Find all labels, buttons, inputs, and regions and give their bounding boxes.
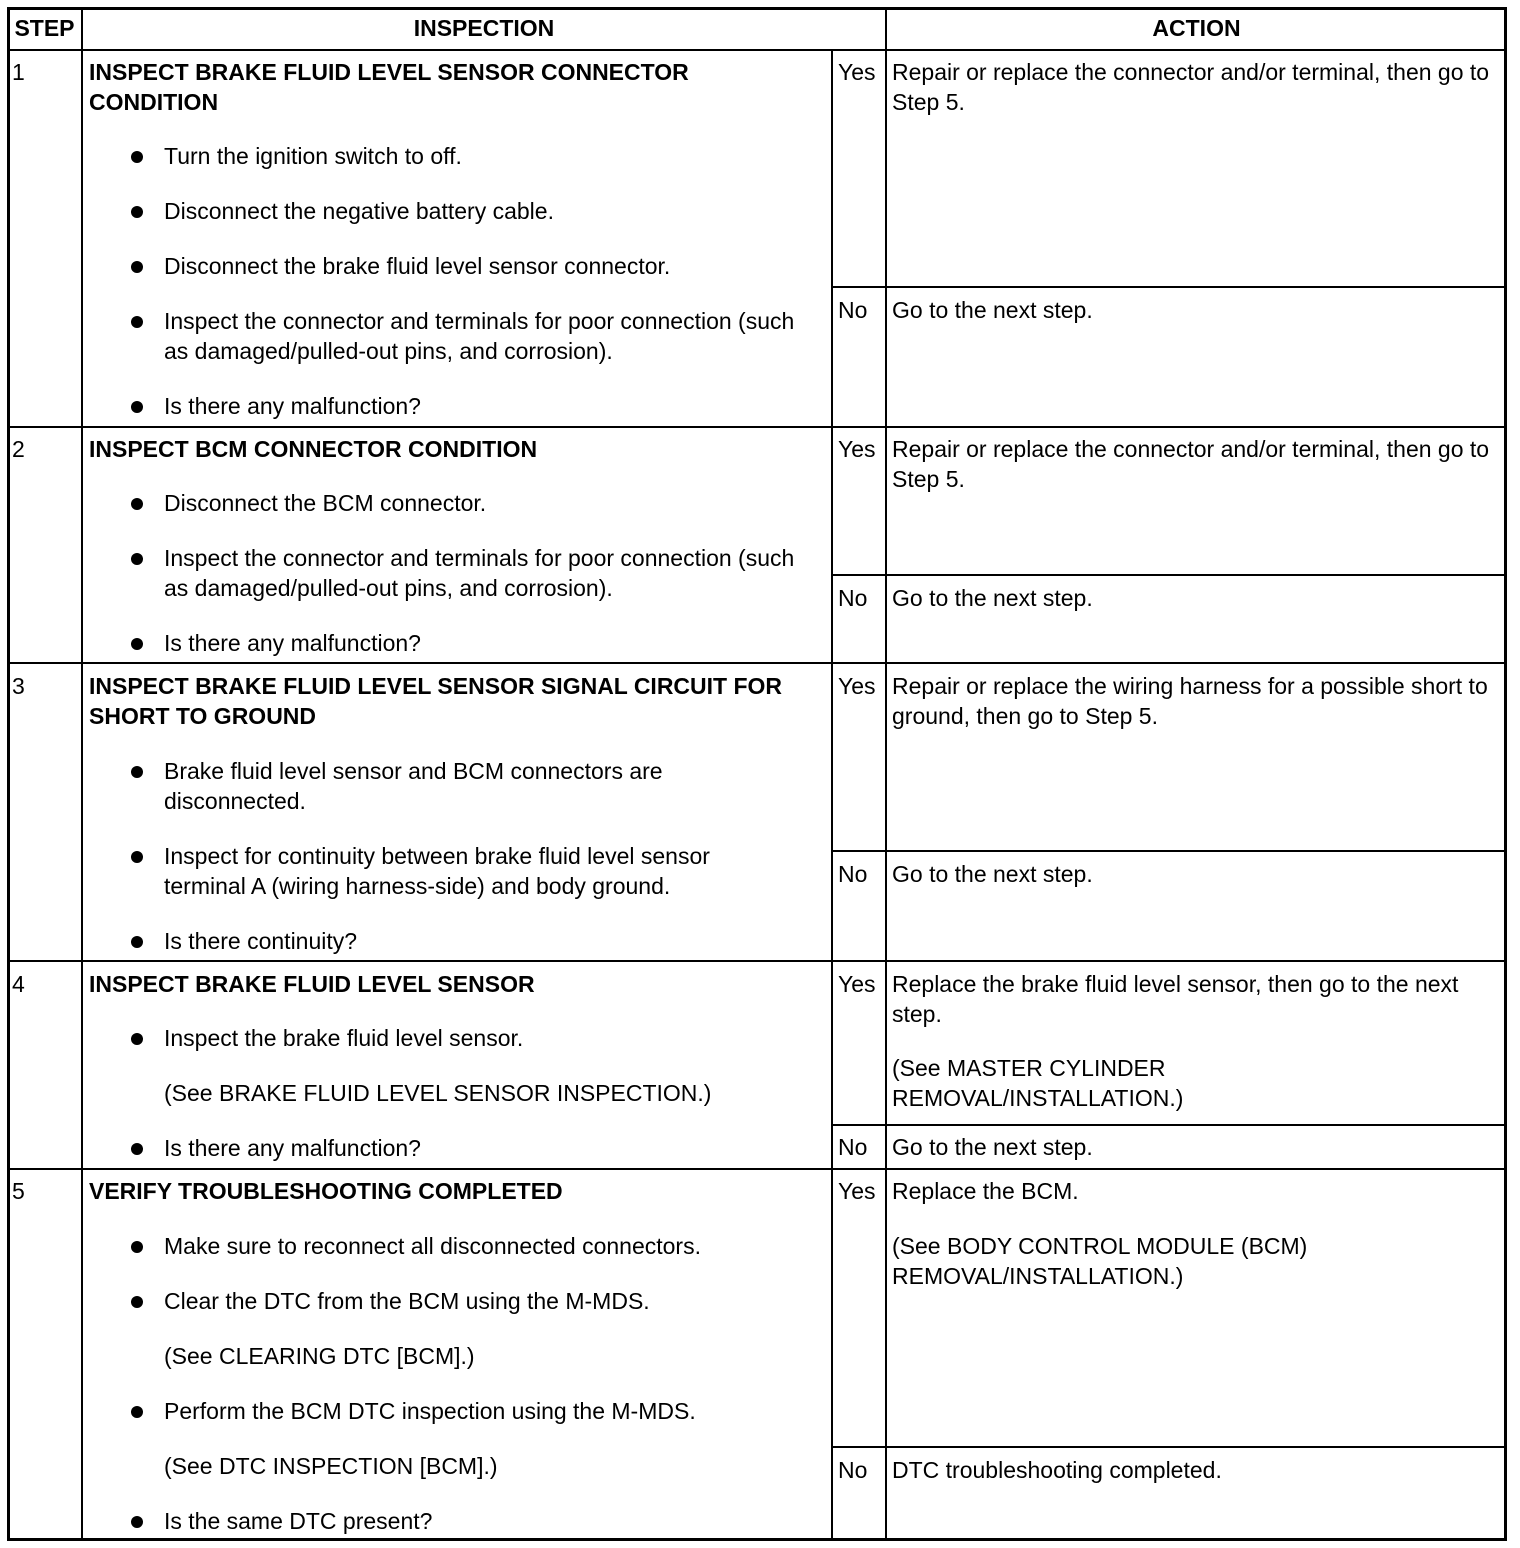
header-action: ACTION xyxy=(1152,15,1241,41)
list-item: Is there any malfunction? xyxy=(164,393,421,419)
reference-note: (See CLEARING DTC [BCM].) xyxy=(164,1343,475,1369)
step-title: INSPECT BRAKE FLUID LEVEL SENSOR CONNECTOR CONDITION xyxy=(89,59,689,115)
step-title: INSPECT BRAKE FLUID LEVEL SENSOR xyxy=(89,971,535,997)
list-item: Clear the DTC from the BCM using the M-MDS. xyxy=(164,1288,650,1314)
yes-action: Repair or replace the wiring harness for a possible short to ground, then go to Step 5. xyxy=(892,673,1488,729)
list-item: Disconnect the brake fluid level sensor connector. xyxy=(164,253,671,279)
no-action: Go to the next step. xyxy=(892,861,1093,887)
reference-note: (See DTC INSPECTION [BCM].) xyxy=(164,1453,498,1479)
list-item: Inspect the brake fluid level sensor. xyxy=(164,1025,524,1051)
no-label: No xyxy=(838,1134,868,1160)
yes-label: Yes xyxy=(838,673,876,699)
list-item: Disconnect the negative battery cable. xyxy=(164,198,554,224)
step-title: VERIFY TROUBLESHOOTING COMPLETED xyxy=(89,1178,563,1204)
list-item: Is the same DTC present? xyxy=(164,1508,433,1534)
yes-label: Yes xyxy=(838,971,876,997)
yes-reference: (See BODY CONTROL MODULE (BCM) REMOVAL/INSTALLATION.) xyxy=(892,1233,1308,1289)
list-item: Is there any malfunction? xyxy=(164,630,421,656)
step-number: 1 xyxy=(12,59,25,85)
yes-label: Yes xyxy=(838,436,876,462)
list-item: Perform the BCM DTC inspection using the M-MDS. xyxy=(164,1398,696,1424)
yes-label: Yes xyxy=(838,1178,876,1204)
list-item: Make sure to reconnect all disconnected connectors. xyxy=(164,1233,701,1259)
yes-action: Repair or replace the connector and/or terminal, then go to Step 5. xyxy=(892,59,1490,115)
yes-action: Replace the BCM. xyxy=(892,1178,1079,1204)
step-number: 2 xyxy=(12,436,25,462)
yes-reference: (See MASTER CYLINDER REMOVAL/INSTALLATION.) xyxy=(892,1055,1184,1111)
list-item: Disconnect the BCM connector. xyxy=(164,490,487,516)
list-item: Is there any malfunction? xyxy=(164,1135,421,1161)
header-inspection: INSPECTION xyxy=(413,15,555,41)
no-label: No xyxy=(838,861,868,887)
yes-action: Replace the brake fluid level sensor, then go to the next step. xyxy=(892,971,1459,1027)
yes-action: Repair or replace the connector and/or terminal, then go to Step 5. xyxy=(892,436,1490,492)
no-action: DTC troubleshooting completed. xyxy=(892,1457,1222,1483)
no-label: No xyxy=(838,1457,868,1483)
no-action: Go to the next step. xyxy=(892,585,1093,611)
list-item: Inspect for continuity between brake fluid level sensor terminal A (wiring harness-side) and body ground. xyxy=(164,841,784,901)
yes-label: Yes xyxy=(838,59,876,85)
header-step: STEP xyxy=(14,15,75,41)
list-item: Is there continuity? xyxy=(164,928,358,954)
list-item: Inspect the connector and terminals for poor connection (such as damaged/pulled-out pins, and corrosion). xyxy=(164,543,804,603)
troubleshooting-table xyxy=(7,7,1507,1541)
list-item: Inspect the connector and terminals for poor connection (such as damaged/pulled-out pins, and corrosion). xyxy=(164,306,804,366)
step-number: 3 xyxy=(12,673,25,699)
step-number: 4 xyxy=(12,971,25,997)
step-number: 5 xyxy=(12,1178,25,1204)
no-label: No xyxy=(838,585,868,611)
step-title: INSPECT BRAKE FLUID LEVEL SENSOR SIGNAL CIRCUIT FOR SHORT TO GROUND xyxy=(89,673,783,729)
reference-note: (See BRAKE FLUID LEVEL SENSOR INSPECTION.) xyxy=(164,1080,712,1106)
list-item: Brake fluid level sensor and BCM connectors are disconnected. xyxy=(164,756,724,816)
no-action: Go to the next step. xyxy=(892,1134,1093,1160)
no-label: No xyxy=(838,297,868,323)
no-action: Go to the next step. xyxy=(892,297,1093,323)
step-title: INSPECT BCM CONNECTOR CONDITION xyxy=(89,436,538,462)
list-item: Turn the ignition switch to off. xyxy=(164,143,462,169)
